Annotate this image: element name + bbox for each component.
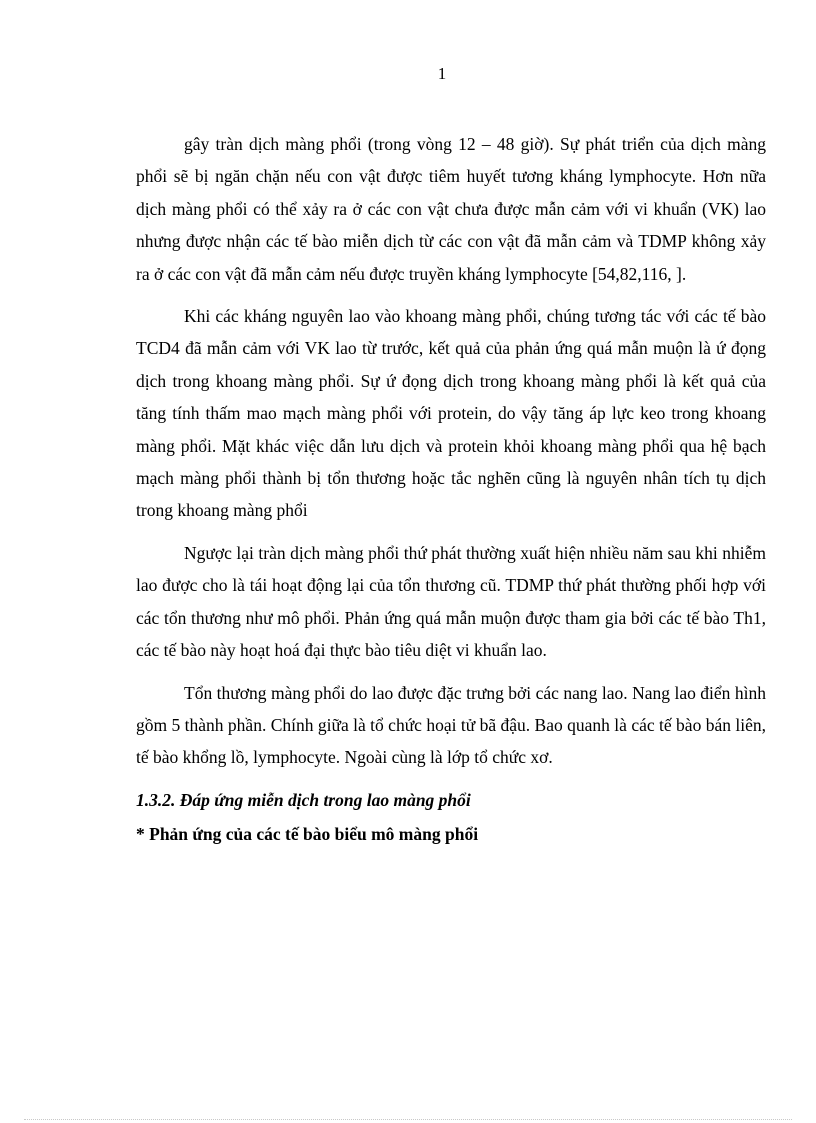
subsection-heading: * Phản ứng của các tế bào biểu mô màng phổi <box>136 823 479 844</box>
page-number: 1 <box>437 64 447 83</box>
page-bottom-rule <box>24 1119 792 1120</box>
paragraph-pleural-lesion: Tổn thương màng phổi do lao được đặc trưng bởi các nang lao. Nang lao điển hình gồm 5 thành phần. Chính giữa là tổ chức hoại tử bã đậu. Bao quanh là các tế bào bán liên, tế bào khổng lồ, lymphocyte. Ngoài cùng là lớp tổ chức xơ. <box>136 682 766 768</box>
paragraph-secondary-effusion: Ngược lại tràn dịch màng phổi thứ phát thường xuất hiện nhiều năm sau khi nhiễm lao được cho là tái hoạt động lại của tổn thương cũ. TDMP thứ phát thường phối hợp với các tổn thương như mô phổi. Phản ứng quá mẫn muộn được tham gia bởi các tế bào Th1, các tế bào này hoạt hoá đại thực bào tiêu diệt vi khuẩn lao. <box>136 542 766 661</box>
section-heading: 1.3.2. Đáp ứng miễn dịch trong lao màng phổi <box>136 789 471 810</box>
paragraph-pleural-effusion-development: gây tràn dịch màng phổi (trong vòng 12 – 48 giờ). Sự phát triển của dịch màng phổi sẽ bị ngăn chặn nếu con vật được tiêm huyết tương kháng lymphocyte. Hơn nữa dịch màng phổi có thể xảy ra ở các con vật chưa được mẫn cảm với vi khuẩn (VK) lao nhưng được nhận các tế bào miễn dịch từ các con vật đã mẫn cảm và TDMP không xảy ra ở các con vật đã mẫn cảm nếu được truyền kháng lymphocyte [54,82,116, ]. <box>136 134 766 284</box>
paragraph-tb-antigen-interaction: Khi các kháng nguyên lao vào khoang màng phổi, chúng tương tác với các tế bào TCD4 đã mẫn cảm với VK lao từ trước, kết quả của phản ứng quá mẫn muộn là ứ đọng dịch trong khoang màng phổi. Sự ứ đọng dịch trong khoang màng phổi là kết quả của tăng tính thấm mao mạch màng phổi với protein, do vậy tăng áp lực keo trong khoang màng phổi. Mặt khác việc dẫn lưu dịch và protein khỏi khoang màng phổi qua hệ bạch mạch màng phổi thành bị tổn thương hoặc tắc nghẽn cũng là nguyên nhân tích tụ dịch trong khoang màng phổi <box>136 306 766 521</box>
document-body <box>136 128 766 850</box>
